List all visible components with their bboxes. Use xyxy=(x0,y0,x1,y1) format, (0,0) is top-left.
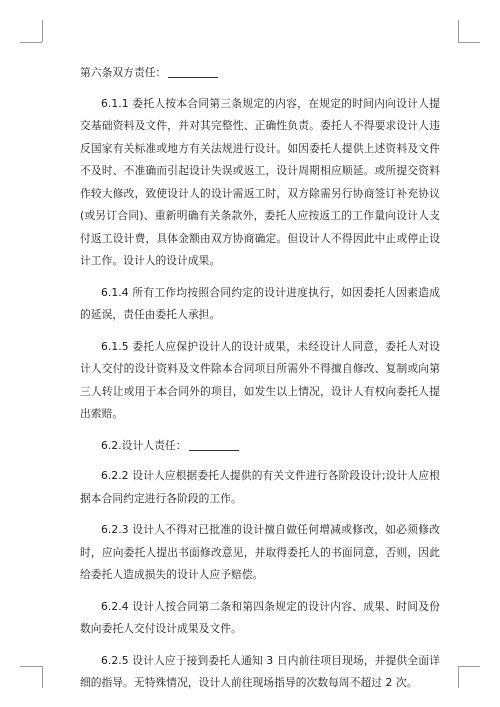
paragraph-6-1-4: 6.1.4 所有工作均按照合同约定的设计进度执行，如因委托人因素造成的延误，责任由委托人承担。 xyxy=(80,285,440,321)
paragraph-6-2-2: 6.2.2 设计人应根据委托人提供的有关文件进行各阶段设计;设计人应根据本合同约定进行各阶段的工作。 xyxy=(80,469,440,505)
paragraph-6-1-5: 6.1.5 委托人应保护设计人的设计成果，未经设计人同意，委托人对设计人交付的设计资料及文件除本合同项目所需外不得擅自修改、复制或向第三人转让或用于本合同外的项目，如发生以上情况，设计人有权向委托人提出索赔。 xyxy=(80,339,440,420)
crop-mark-bottom-right xyxy=(458,666,480,667)
crop-mark-bottom-right xyxy=(458,666,459,688)
fill-in-blank xyxy=(168,65,218,78)
crop-mark-top-right xyxy=(458,20,459,42)
section-6-2-heading xyxy=(80,435,440,458)
paragraph-6-2-4: 6.2.4 设计人按合同第二条和第四条规定的设计内容、成果、时间及份数向委托人交付设计成果及文件。 xyxy=(80,599,440,635)
paragraph-6-2-3: 6.2.3 设计人不得对已批准的设计擅自做任何增减或修改，如必须修改时，应向委托人提出书面修改意见，并取得委托人的书面同意，否则，因此给委托人造成损失的设计人应予赔偿。 xyxy=(80,523,440,581)
crop-mark-top-right xyxy=(458,42,480,43)
document-body xyxy=(80,62,440,704)
crop-mark-bottom-left xyxy=(20,666,42,667)
article-6-heading xyxy=(80,62,440,85)
crop-mark-top-left xyxy=(42,20,43,42)
article-6-heading-text: 第六条双方责任： xyxy=(80,66,167,79)
paragraph-6-1-1: 6.1.1 委托人按本合同第三条规定的内容，在规定的时间内向设计人提交基础资料及文件，并对其完整性、正确性负责。委托人不得要求设计人违反国家有关标准或地方有关法规进行设计。如因委托人提供上述资料及文件不及时、不准确而引起设计失误或返工，设计周期相应顺延。或所提交资料作较大修改，致使设计人的设计需返工时，双方除需另行协商签订补充协议(或另订合同)、重新明确有关条款外，委托人应按返工的工作量向设计人支付返工设计费，具体金额由双方协商确定。但设计人不得因此中止或停止设计工作。设计人的设计成果。 xyxy=(80,96,440,267)
crop-mark-top-left xyxy=(20,42,42,43)
paragraph-6-2-5: 6.2.5 设计人应于接到委托人通知 3 日内前往项目现场，并提供全面详细的指导。无特殊情况，设计人前往现场指导的次数每周不超过 2 次。 xyxy=(80,653,440,689)
section-6-2-heading-text: 6.2.设计人责任： xyxy=(101,438,187,452)
fill-in-blank xyxy=(189,438,239,451)
crop-mark-bottom-left xyxy=(42,666,43,688)
